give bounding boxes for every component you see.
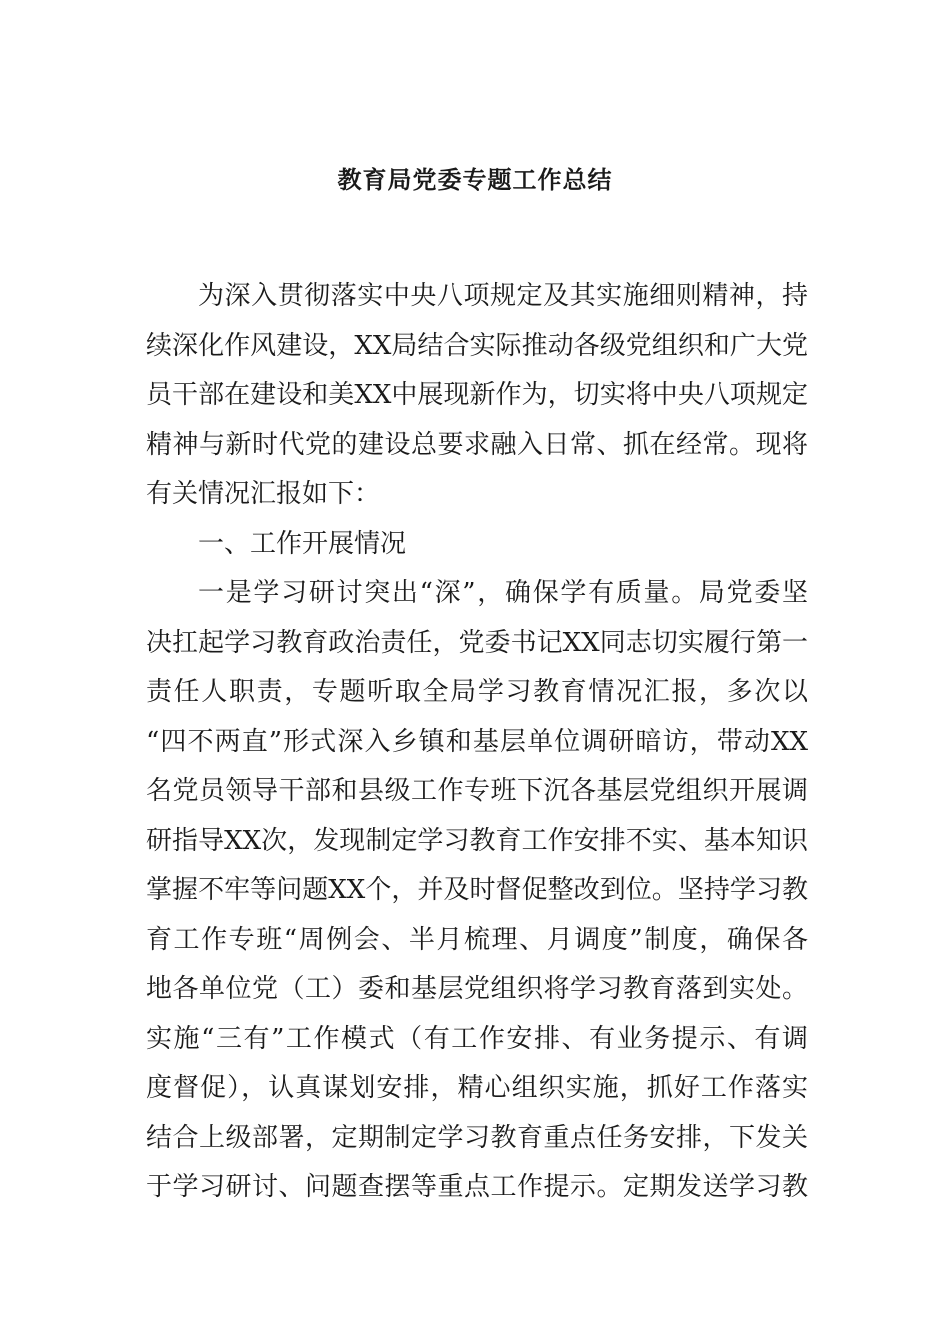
paragraph-line: 决扛起学习教育政治责任，党委书记XX同志切实履行第一: [146, 627, 808, 658]
paragraph-line: 度督促），认真谋划安排，精心组织实施，抓好工作落实: [146, 1073, 808, 1103]
paragraph-line: 为深入贯彻落实中央八项规定及其实施细则精神，持: [198, 281, 808, 311]
paragraph-line: 责任人职责，专题听取全局学习教育情况汇报，多次以: [146, 677, 808, 707]
paragraph-line: 一是学习研讨突出“深”，确保学有质量。局党委坚: [198, 578, 808, 608]
paragraph-line: 研指导XX次，发现制定学习教育工作安排不实、基本知识: [146, 825, 808, 856]
paragraph-line: “四不两直”形式深入乡镇和基层单位调研暗访，带动XX: [146, 726, 808, 757]
paragraph-line: 精神与新时代党的建设总要求融入日常、抓在经常。现将: [146, 429, 808, 460]
paragraph-line: 地各单位党（工）委和基层党组织将学习教育落到实处。: [146, 974, 808, 1004]
section-heading: 一、工作开展情况: [198, 528, 407, 559]
document-title: 教育局党委专题工作总结: [337, 165, 613, 194]
paragraph-line: 员干部在建设和美XX中展现新作为，切实将中央八项规定: [146, 380, 808, 410]
paragraph-line: 掌握不牢等问题XX个，并及时督促整改到位。坚持学习教: [146, 875, 808, 905]
paragraph-line: 结合上级部署，定期制定学习教育重点任务安排，下发关: [146, 1122, 808, 1153]
paragraph-line: 续深化作风建设，XX局结合实际推动各级党组织和广大党: [146, 330, 808, 361]
paragraph-line: 名党员领导干部和县级工作专班下沉各基层党组织开展调: [146, 776, 808, 806]
document-body: [146, 272, 808, 1213]
paragraph-line: 有关情况汇报如下：: [146, 479, 381, 509]
paragraph-line: 育工作专班“周例会、半月梳理、月调度”制度，确保各: [146, 924, 808, 955]
paragraph-line: 实施“三有”工作模式（有工作安排、有业务提示、有调: [146, 1023, 808, 1054]
paragraph-line: 于学习研讨、问题查摆等重点工作提示。定期发送学习教: [146, 1172, 808, 1202]
